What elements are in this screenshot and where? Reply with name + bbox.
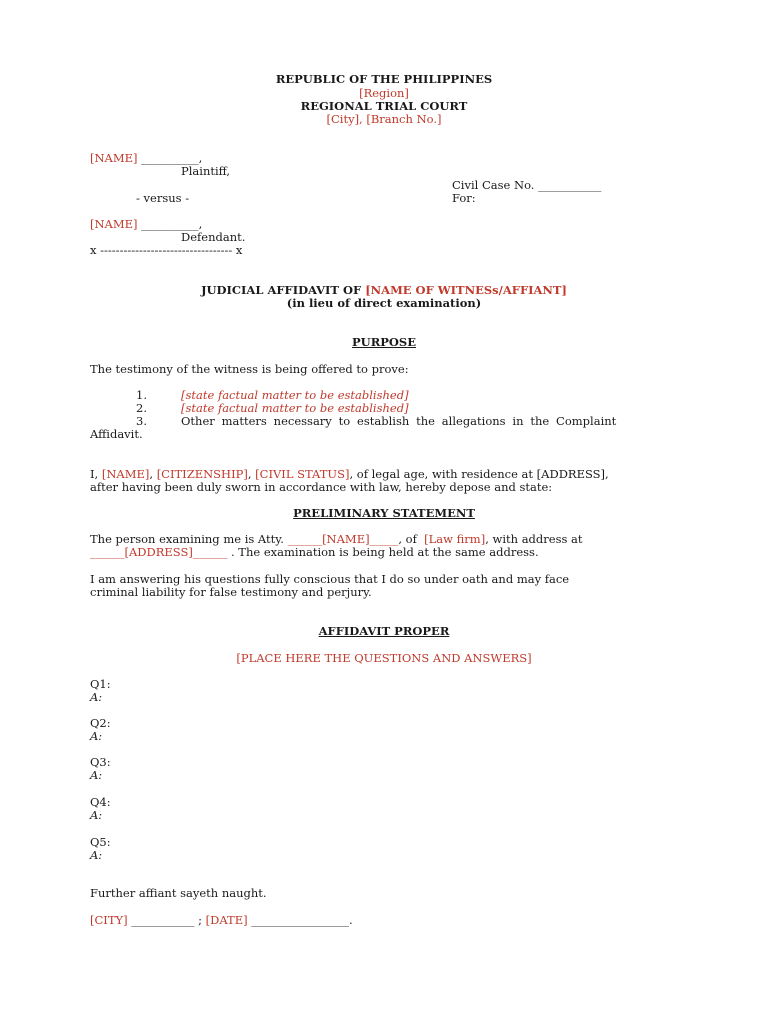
answer-1: A: (90, 690, 103, 704)
further-affiant-naught: Further affiant sayeth naught. (90, 886, 267, 900)
affiant-name-placeholder: [NAME] (101, 467, 150, 481)
purpose-item-1-number: 1. (136, 388, 147, 402)
preliminary-line-2 (90, 545, 539, 559)
plaintiff-label: Plaintiff, (181, 164, 231, 178)
city-placeholder: [CITY] (90, 913, 128, 927)
conscious-line-1: I am answering his questions fully conscious that I do so under oath and may face (90, 572, 570, 586)
conscious-line-2: criminal liability for false testimony and perjury. (90, 585, 372, 599)
citizenship-placeholder: [CITIZENSHIP] (156, 467, 248, 481)
purpose-intro: The testimony of the witness is being offered to prove: (90, 362, 409, 376)
court-heading: REGIONAL TRIAL COURT (300, 99, 468, 113)
civil-case-number: Civil Case No. ___________ (452, 178, 602, 192)
examiner-address-intro: , with address at (485, 532, 583, 546)
purpose-item-2-text: [state factual matter to be established] (181, 401, 409, 415)
oath-line-2: after having been duly sworn in accordance with law, hereby depose and state: (90, 480, 553, 494)
question-3: Q3: (90, 755, 111, 769)
civil-status-placeholder: [CIVIL STATUS] (255, 467, 350, 481)
examiner-of: , of (398, 532, 425, 546)
questions-placeholder: [PLACE HERE THE QUESTIONS AND ANSWERS] (236, 651, 532, 665)
oath-sep-1: , (149, 467, 157, 481)
city-branch-placeholder: [City], [Branch No.] (326, 112, 442, 126)
for-label: For: (452, 191, 476, 205)
purpose-item-3-number: 3. (136, 414, 147, 428)
plaintiff-blank: __________, (137, 151, 203, 165)
oath-i: I, (90, 467, 102, 481)
plaintiff-name: [NAME] (90, 151, 138, 165)
affidavit-proper-heading: AFFIDAVIT PROPER (318, 624, 450, 638)
purpose-heading: PURPOSE (352, 335, 416, 349)
date-placeholder: [DATE] (205, 913, 248, 927)
law-firm-placeholder: [Law firm] (424, 532, 486, 546)
purpose-item-2-number: 2. (136, 401, 147, 415)
defendant-blank: __________, (137, 217, 203, 231)
affidavit-subtitle: (in lieu of direct examination) (286, 296, 482, 310)
preliminary-line-1 (90, 532, 583, 546)
question-2: Q2: (90, 716, 111, 730)
city-blank: ___________ ; (127, 913, 206, 927)
oath-residence: , of legal age, with residence at [ADDRESS], (349, 467, 609, 481)
caption-separator: x ---------------------------------- x (90, 243, 243, 257)
defendant-line (90, 217, 202, 231)
question-1: Q1: (90, 677, 111, 691)
plaintiff-line (90, 151, 202, 165)
oath-sep-2: , (247, 467, 256, 481)
examiner-name-placeholder: ______[NAME]_____ (287, 532, 399, 546)
examiner-intro: The person examining me is Atty. (90, 532, 288, 546)
examination-location: . The examination is being held at the same address. (227, 545, 539, 559)
address-placeholder: ______[ADDRESS]______ (90, 545, 228, 559)
region-placeholder: [Region] (359, 86, 409, 100)
affidavit-title (0, 283, 768, 297)
oath-line-1 (90, 467, 609, 481)
defendant-label: Defendant. (181, 230, 246, 244)
purpose-item-3-text: Other matters necessary to establish the allegations in the Complaint (181, 414, 617, 428)
title-prefix: JUDICIAL AFFIDAVIT OF (201, 283, 366, 297)
purpose-item-3-continuation: Affidavit. (90, 427, 143, 441)
versus-label: - versus - (136, 191, 190, 205)
city-date-line (90, 913, 353, 927)
defendant-name: [NAME] (90, 217, 138, 231)
answer-5: A: (90, 848, 103, 862)
preliminary-heading: PRELIMINARY STATEMENT (293, 506, 475, 520)
purpose-item-1-text: [state factual matter to be established] (181, 388, 409, 402)
question-4: Q4: (90, 795, 111, 809)
answer-2: A: (90, 729, 103, 743)
answer-3: A: (90, 768, 103, 782)
date-blank: _________________. (247, 913, 353, 927)
answer-4: A: (90, 808, 103, 822)
question-5: Q5: (90, 835, 111, 849)
republic-heading: REPUBLIC OF THE PHILIPPINES (275, 72, 493, 86)
witness-placeholder: [NAME OF WITNESs/AFFIANT] (365, 283, 567, 297)
